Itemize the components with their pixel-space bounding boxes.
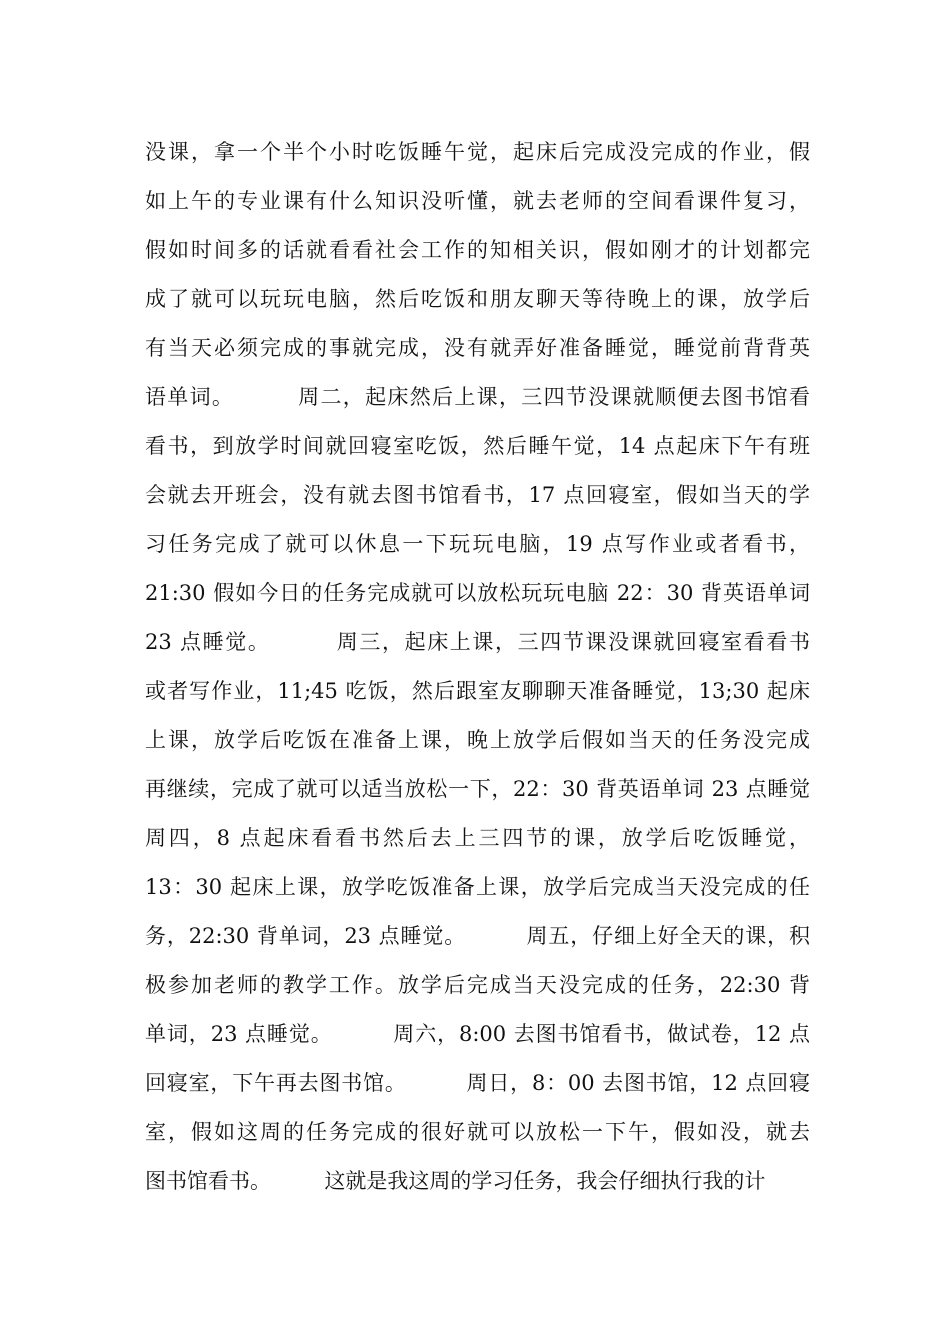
text-line: 语单词。 周二，起床然后上课，三四节没课就顺便去图书馆看 [145, 385, 810, 409]
text-line: 习任务完成了就可以休息一下玩玩电脑，19 点写作业或者看书， [145, 532, 810, 556]
text-line: 室，假如这周的任务完成的很好就可以放松一下午，假如没，就去 [145, 1120, 810, 1144]
text-line: 周四，8 点起床看看书然后去上三四节的课，放学后吃饭睡觉， [145, 826, 810, 850]
text-line: 图书馆看书。 这就是我这周的学习任务，我会仔细执行我的计 [145, 1169, 766, 1193]
text-line: 回寝室，下午再去图书馆。 周日，8：00 去图书馆，12 点回寝 [145, 1071, 810, 1095]
text-line: 假如时间多的话就看看社会工作的知相关识，假如刚才的计划都完 [145, 238, 810, 262]
text-line: 极参加老师的教学工作。放学后完成当天没完成的任务，22:30 背 [145, 973, 810, 997]
text-line: 再继续，完成了就可以适当放松一下，22：30 背英语单词 23 点睡觉 [145, 777, 810, 801]
text-line: 会就去开班会，没有就去图书馆看书，17 点回寝室，假如当天的学 [145, 483, 810, 507]
text-line: 没课，拿一个半个小时吃饭睡午觉，起床后完成没完成的作业，假 [145, 140, 810, 164]
body-text [145, 132, 810, 1210]
text-line: 单词，23 点睡觉。 周六，8:00 去图书馆看书，做试卷，12 点 [145, 1022, 810, 1046]
text-line: 务，22:30 背单词，23 点睡觉。 周五，仔细上好全天的课，积 [145, 924, 810, 948]
text-line: 看书，到放学时间就回寝室吃饭，然后睡午觉，14 点起床下午有班 [145, 434, 810, 458]
text-line: 或者写作业，11;45 吃饭，然后跟室友聊聊天准备睡觉，13;30 起床 [145, 679, 810, 703]
text-line: 如上午的专业课有什么知识没听懂，就去老师的空间看课件复习， [145, 189, 810, 213]
text-line: 23 点睡觉。 周三，起床上课，三四节课没课就回寝室看看书 [145, 630, 810, 654]
text-line: 13：30 起床上课，放学吃饭准备上课，放学后完成当天没完成的任 [145, 875, 810, 899]
text-line: 成了就可以玩玩电脑，然后吃饭和朋友聊天等待晚上的课，放学后 [145, 287, 810, 311]
text-line: 21:30 假如今日的任务完成就可以放松玩玩电脑 22：30 背英语单词 [145, 581, 810, 605]
text-line: 有当天必须完成的事就完成，没有就弄好准备睡觉，睡觉前背背英 [145, 336, 810, 360]
text-line: 上课，放学后吃饭在准备上课，晚上放学后假如当天的任务没完成 [145, 728, 810, 752]
